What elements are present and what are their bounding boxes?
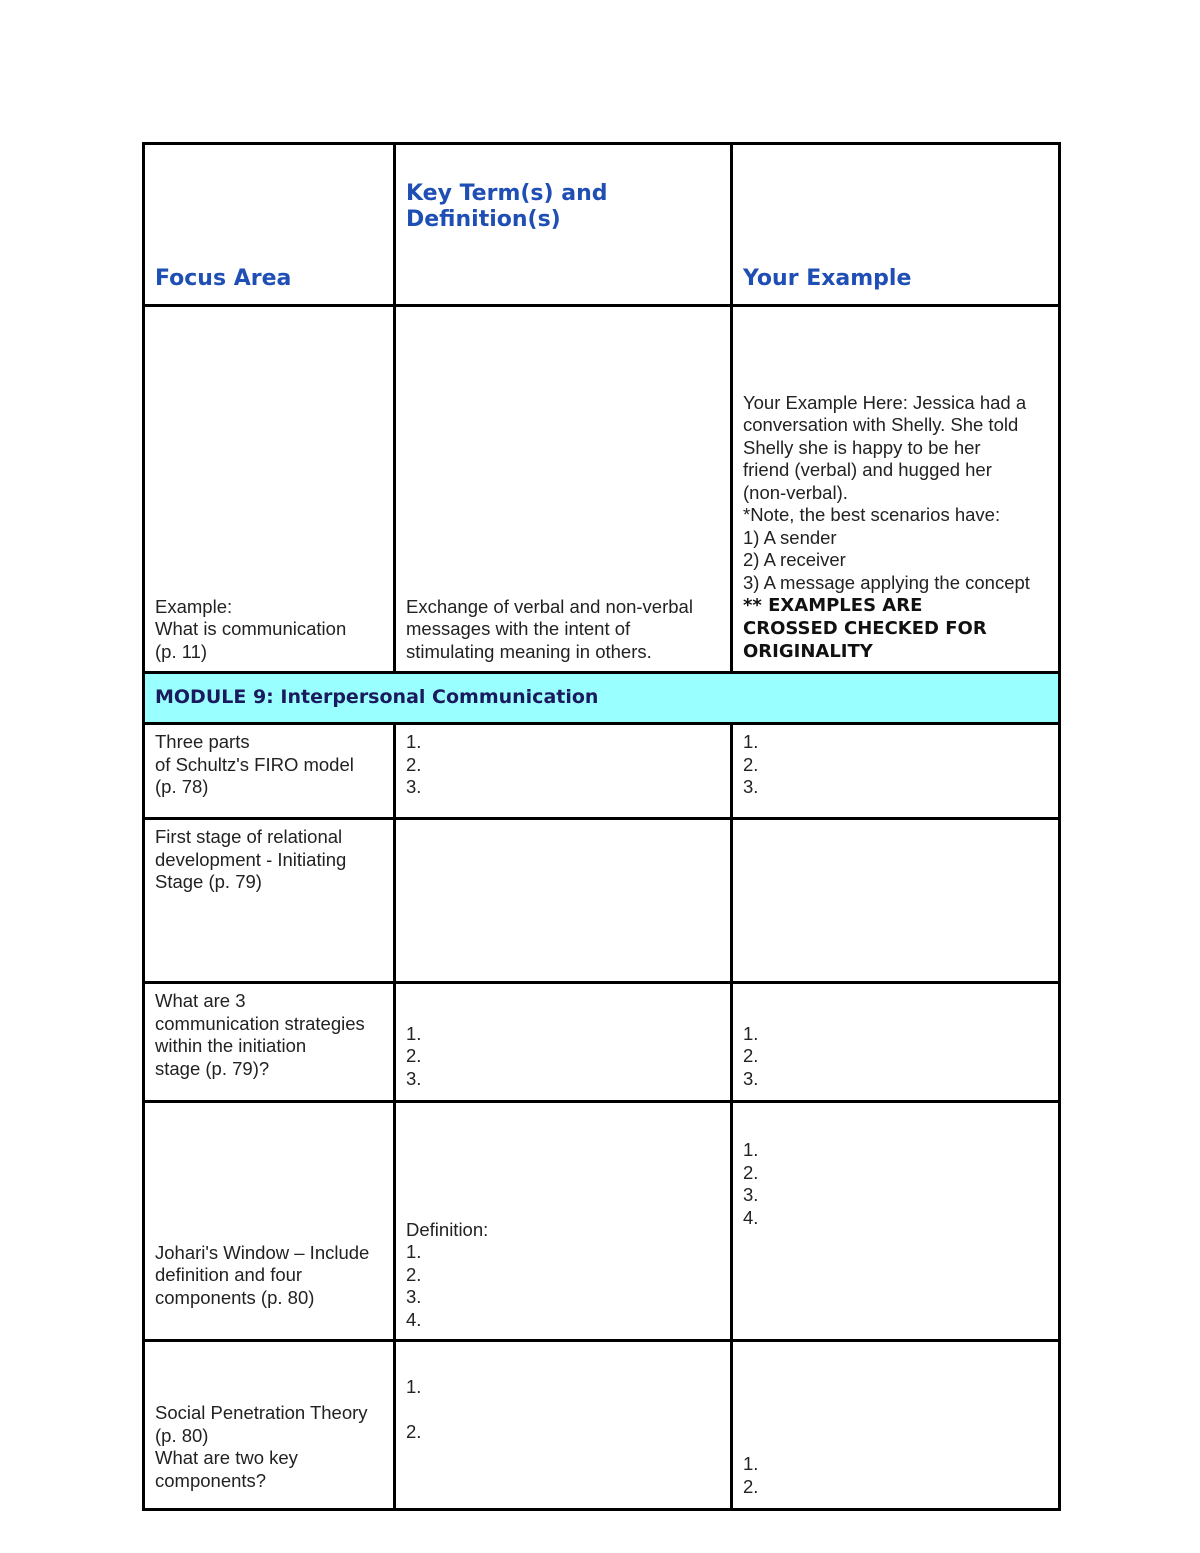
focus-cell: Johari's Window – Include definition and four components (p. 80) bbox=[144, 1102, 395, 1341]
table-row bbox=[144, 1102, 1060, 1341]
example-row bbox=[144, 306, 1060, 673]
table-row bbox=[144, 1341, 1060, 1510]
example-cell[interactable]: 1. 2. bbox=[732, 1341, 1060, 1510]
example-focus-cell: Example: What is communication (p. 11) bbox=[144, 306, 395, 673]
focus-cell: What are 3 communication strategies within the initiation stage (p. 79)? bbox=[144, 983, 395, 1102]
header-your-example: Your Example bbox=[732, 144, 1060, 306]
key-terms-cell[interactable]: Definition: 1. 2. 3. 4. bbox=[395, 1102, 732, 1341]
focus-cell: Social Penetration Theory (p. 80) What are two key components? bbox=[144, 1341, 395, 1510]
key-terms-cell[interactable] bbox=[395, 1341, 732, 1510]
focus-cell: First stage of relational development - Initiating Stage (p. 79) bbox=[144, 819, 395, 983]
key-terms-cell[interactable]: 1. 2. 3. bbox=[395, 983, 732, 1102]
example-cell[interactable]: 1. 2. 3. 4. bbox=[732, 1102, 1060, 1341]
table-row bbox=[144, 724, 1060, 819]
example-scenario-text: Your Example Here: Jessica had a conversation with Shelly. She told Shelly she is happy to be her friend (verbal) and hugged her (non-verbal). *Note, the best scenarios have: 1) A sender 2) A receiver 3) A message applying the concept bbox=[743, 391, 1030, 593]
module-title: MODULE 9: Interpersonal Communication bbox=[144, 673, 1060, 724]
example-your-example-cell bbox=[732, 306, 1060, 673]
worksheet-table bbox=[142, 142, 1061, 1511]
example-cell[interactable] bbox=[732, 819, 1060, 983]
key-terms-cell[interactable] bbox=[395, 819, 732, 983]
table-row bbox=[144, 983, 1060, 1102]
key-term-item: 1. bbox=[406, 1376, 422, 1397]
focus-cell: Three parts of Schultz's FIRO model (p. 78) bbox=[144, 724, 395, 819]
example-cell[interactable]: 1. 2. 3. bbox=[732, 983, 1060, 1102]
example-cell[interactable]: 1. 2. 3. bbox=[732, 724, 1060, 819]
key-terms-cell[interactable]: 1. 2. 3. bbox=[395, 724, 732, 819]
module-row bbox=[144, 673, 1060, 724]
table-row bbox=[144, 819, 1060, 983]
key-term-item: 2. bbox=[406, 1420, 422, 1442]
header-key-terms: Key Term(s) and Definition(s) bbox=[395, 144, 732, 306]
example-definition-cell: Exchange of verbal and non-verbal messages with the intent of stimulating meaning in others. bbox=[395, 306, 732, 673]
header-row bbox=[144, 144, 1060, 306]
originality-note: ** EXAMPLES ARE CROSSED CHECKED FOR ORIGINALITY bbox=[743, 595, 987, 662]
header-focus-area: Focus Area bbox=[144, 144, 395, 306]
